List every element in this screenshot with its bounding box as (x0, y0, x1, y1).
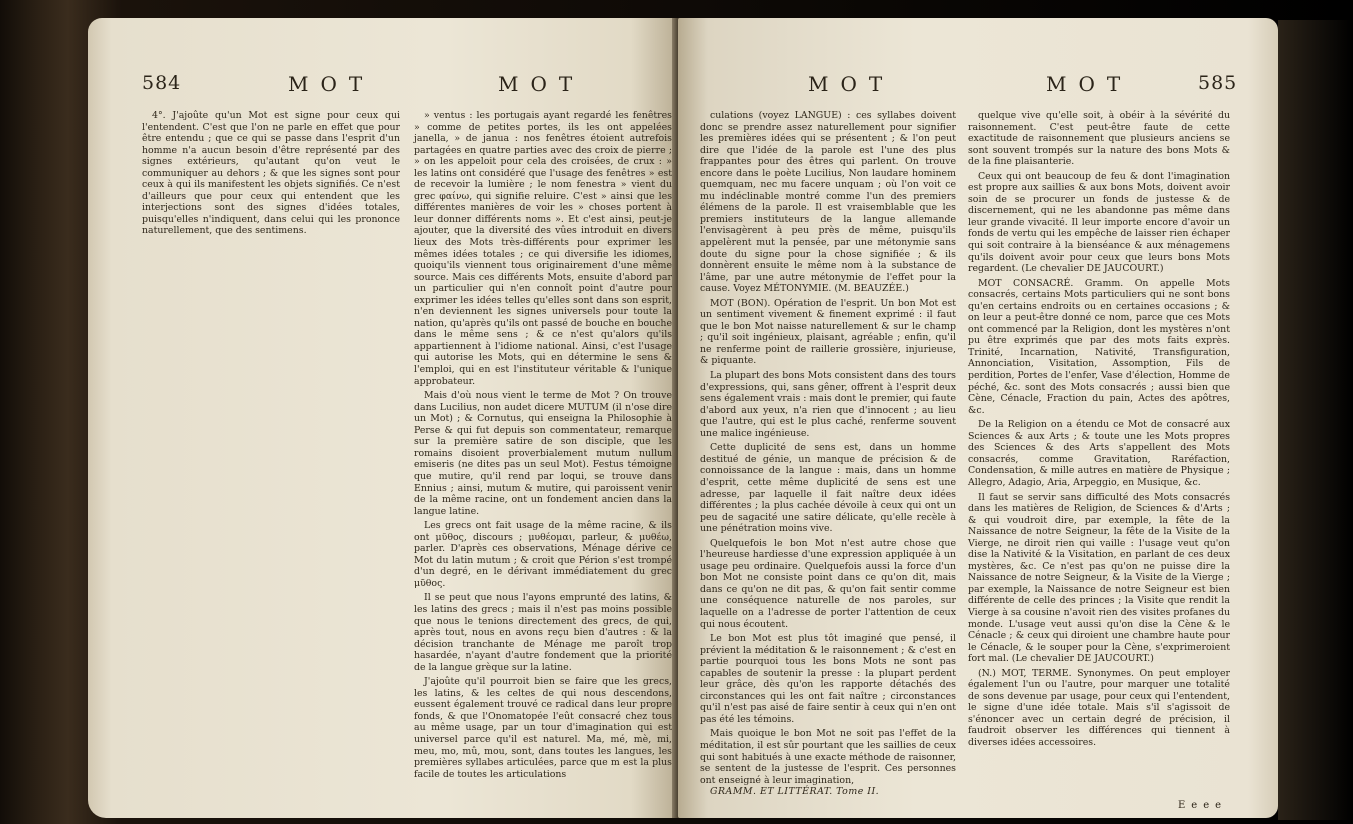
running-head-right-2: MOT (1046, 72, 1133, 96)
paragraph: quelque vive qu'elle soit, à obéir à la sévérité du raisonnement. C'est peut-être faute de cette exactitude de raisonnement que plusieurs anciens se sont souvent trompés sur la nature des bons Mots & de la fine plaisanterie. (968, 110, 1230, 168)
page-number-left: 584 (142, 72, 182, 94)
right-page (678, 18, 1278, 818)
paragraph: Il faut se servir sans difficulté des Mots consacrés dans les matières de Religion, de Sciences & d'Arts ; & qui voudroit dire, par exemple, la fête de la Naissance de notre Seigneur, la fête de la Visite de la Vierge, ne diroit rien qui vaille : l'usage veut qu'on dise la Nativité & la Visitation, en parlant de ces deux mystères, &c. Ce n'est pas qu'on ne puisse dire la Naissance de notre Seigneur, & la Visite de la Vierge ; par exemple, la Naissance de notre Seigneur est bien différente de celle des princes ; la Visite que rendit la Vierge à sa cousine n'avoit rien des visites profanes du monde. L'usage veut aussi qu'on dise la Cène & le Cénacle ; & ceux qui diroient une chambre haute pour le Cénacle, & le souper pour la Cène, s'exprimeroient fort mal. (Le chevalier DE JAUCOURT.) (968, 491, 1230, 665)
paragraph: Cette duplicité de sens est, dans un homme destitué de génie, un manque de précision & de connoissance de la langue : mais, dans un homme d'esprit, cette même duplicité de sens est une adresse, par laquelle il fait naître deux idées différentes ; la plus cachée dévoile à ceux qui ont un peu de sagacité une satire délicate, qu'elle recèle à une pénétration moins vive. (700, 442, 956, 535)
running-head-left-2: MOT (498, 72, 585, 96)
paragraph: La plupart des bons Mots consistent dans des tours d'expressions, qui, sans gêner, offrent à l'esprit deux sens également vrais : mais dont le premier, qui faute d'abord aux yeux, n'a rien que d'innocent ; au lieu que l'autre, qui est le plus caché, renferme souvent une malice ingénieuse. (700, 370, 956, 439)
paragraph: MOT CONSACRÉ. Gramm. On appelle Mots consacrés, certains Mots particuliers qui ne sont bons qu'en certains endroits ou en certaines occasions ; & on leur a peut-être donné ce nom, parce que ces Mots ont commencé par la Religion, dont les mystères n'ont pu être exprimés que par des mots faits exprès. Trinité, Incarnation, Nativité, Transfiguration, Annonciation, Visitation, Assomption, Fils de perdition, Portes de l'enfer, Vase d'élection, Homme de péché, &c. sont des Mots consacrés ; aussi bien que Cène, Cénacle, Fraction du pain, Actes des apôtres, &c. (968, 277, 1230, 416)
paragraph: Les grecs ont fait usage de la même racine, & ils ont μῦθος, discours ; μυθέομαι, parleur, & μυθέω, parler. D'après ces observations, Ménage dérive ce Mot du latin mutum ; & croit que Périon s'est trompé d'un degré, en le dérivant immédiatement du grec μῦθος. (414, 520, 672, 589)
left-page-column-1 (142, 110, 400, 814)
paragraph: 4°. J'ajoûte qu'un Mot est signe pour ceux qui l'entendent. C'est que l'on ne parle en effet que pour être entendu ; que ce qui se passe dans l'esprit d'un homme n'a aucun besoin d'être représenté par des signes extérieurs, qu'autant qu'on veut le communiquer au dehors ; & que les signes sont pour ceux à qui ils manifestent les objets signifiés. Ce n'est d'ailleurs que pour ceux qui entendent que les interjections sont des signes d'idées totales, puisqu'elles n'indiquent, dans celui qui les prononce naturellement, que des sentimens. (142, 110, 400, 237)
left-page (88, 18, 678, 818)
paragraph: Le bon Mot est plus tôt imaginé que pensé, il prévient la méditation & le raisonnement ; & c'est en partie pourquoi tous les bons Mots ne sont pas capables de soutenir la presse : la plupart perdent leur grâce, dès qu'on les rapporte détachés des circonstances qui les ont fait naître ; circonstances qu'il n'est pas aisé de faire sentir à ceux qui n'en ont pas été les témoins. (700, 633, 956, 725)
right-page-column-2 (968, 110, 1230, 814)
paragraph: Mais d'où nous vient le terme de Mot ? On trouve dans Lucilius, non audet dicere MUTUM (il n'ose dire un Mot) ; & Cornutus, qui enseigna la Philosophie à Perse & qui fut depuis son commentateur, remarque sur la première satire de son disciple, que les romains disoient proverbialement mutum nullum emiseris (ne dites pas un seul Mot). Festus témoigne que mutire, qu'il rend par loqui, se trouve dans Ennius ; ainsi, mutum & mutire, qui paroissent venir de la même racine, ont un fondement ancien dans la langue latine. (414, 390, 672, 517)
paragraph: J'ajoûte qu'il pourroit bien se faire que les grecs, les latins, & les celtes de qui nous descendons, eussent également trouvé ce radical dans leur propre fonds, & que l'Onomatopée l'eût consacré chez tous au même usage, par un tour d'imagination qui est universel parce qu'il est naturel. Ma, mé, mè, mi, meu, mo, mû, mou, sont, dans toutes les langues, les premières syllabes articulées, parce que m est la plus facile de toutes les articulations (414, 676, 672, 780)
paragraph: MOT (BON). Opération de l'esprit. Un bon Mot est un sentiment vivement & finement exprimé : il faut que le bon Mot naisse naturellement & sur le champ ; qu'il soit ingénieux, plaisant, agréable ; enfin, qu'il ne renferme point de raillerie grossière, injurieuse, & piquante. (700, 297, 956, 367)
left-page-column-2 (414, 110, 672, 814)
paragraph: De la Religion on a étendu ce Mot de consacré aux Sciences & aux Arts ; & toute une les Mots propres des Sciences & des Arts s'appellent des Mots consacrés, comme Gravitation, Raréfaction, Condensation, & mille autres en matière de Physique ; Allegro, Adagio, Aria, Arpeggio, en Musique, &c. (968, 419, 1230, 488)
paragraph: Quelquefois le bon Mot n'est autre chose que l'heureuse hardiesse d'une expression appliquée à un usage peu ordinaire. Quelquefois aussi la force d'un bon Mot ne consiste point dans ce qu'on dit, mais dans ce qu'on ne dit pas, & qu'on fait sentir comme une conséquence naturelle de nos paroles, sur laquelle on a l'adresse de porter l'attention de ceux qui nous écoutent. (700, 537, 956, 630)
left-page-header (88, 72, 678, 102)
paragraph: » ventus : les portugais ayant regardé les fenêtres » comme de petites portes, ils les ont appelées janella, » de janua : nos fenêtres étoient autrefois partagées en quatre parties avec des croix de pierre ; » on les appeloit pour cela des croisées, de crux : » les latins ont considéré que l'usage des fenêtres » est de recevoir la lumière ; le nom fenestra » vient du grec φαίνω, qui signifie reluire. C'est » ainsi que les différentes manières de voir les » choses portent à leur donner différents noms ». Et c'est ainsi, peut-je ajouter, que la diversité des vûes introduit en divers lieux des Mots très-différents pour exprimer les mêmes idées totales ; ce qui diversifie les idiomes, quoiqu'ils viennent tous originairement d'une même source. Mais ces différents Mots, ensuite d'abord par un particulier qui n'en connoît point d'autre pour exprimer les idées telles qu'elles sont dans son esprit, n'en deviennent les signes universels pour toute la nation, qu'après qu'ils ont passé de bouche en bouche dans le même sens ; & ce n'est qu'alors qu'ils appartiennent à l'idiome national. Ainsi, c'est l'usage qui autorise les Mots, qui en détermine le sens & l'emploi, qui en est l'instituteur véritable & l'unique approbateur. (414, 110, 672, 387)
running-head-right-1: MOT (808, 72, 895, 96)
page-number-right: 585 (1198, 72, 1238, 94)
signature-mark: Eeee (1178, 800, 1228, 811)
paragraph: (N.) MOT, TERME. Synonymes. On peut employer également l'un ou l'autre, pour marquer une totalité de sons devenue par usage, pour ceux qui l'entendent, le signe d'une idée totale. Mais s'il s'agissoit de s'énoncer avec un certain degré de précision, il faudroit observer les différences qui tiennent à diverses idées accessoires. (968, 667, 1230, 748)
book-edge (1278, 20, 1353, 820)
paragraph: culations (voyez LANGUE) : ces syllabes doivent donc se prendre assez naturellement pour signifier les premières idées qui se présentent ; & l'on peut dire que l'idée de la parole est l'une des plus frappantes pour des êtres qui parlent. On trouve encore dans le poète Lucilius, Non laudare hominem quemquam, nec mu facere unquam ; où l'on voit ce mu indéclinable montré comme l'un des premiers élémens de la parole. Il est vraisemblable que les premiers instituteurs de la langue allemande l'envisagèrent à peu près de même, puisqu'ils appelèrent mut la pensée, par une métonymie sans doute du signe pour la chose signifiée ; & ils donnèrent ensuite le même nom à la substance de l'âme, par une autre métonymie de l'effet pour la cause. Voyez MÉTONYMIE. (M. BEAUZÉE.) (700, 110, 956, 295)
running-head-left-1: MOT (288, 72, 375, 96)
paragraph: Mais quoique le bon Mot ne soit pas l'effet de la méditation, il est sûr pourtant que les saillies de ceux qui sont habitués à une exacte méthode de raisonner, se sentent de la justesse de l'esprit. Ces personnes ont enseigné à leur imagination, (700, 728, 956, 786)
paragraph: Il se peut que nous l'ayons emprunté des latins, & les latins des grecs ; mais il n'est pas moins possible que nous le tenions directement des grecs, de qui, après tout, nous en avons reçu bien d'autres : & la décision tranchante de Ménage me paroît trop hasardée, n'ayant d'autre fondement que la priorité de la langue grèque sur la latine. (414, 592, 672, 673)
paragraph: Ceux qui ont beaucoup de feu & dont l'imagination est propre aux saillies & aux bons Mots, doivent avoir soin de se procurer un fonds de justesse & de discernement, qui ne les abandonne pas même dans leur grande vivacité. Il leur importe encore d'avoir un fonds de vertu qui les empêche de laisser rien échaper qui soit contraire à la bienséance & aux ménagemens qu'ils doivent avoir pour ceux que leurs bons Mots regardent. (Le chevalier DE JAUCOURT.) (968, 170, 1230, 275)
page-footer: GRAMM. ET LITTÉRAT. Tome II. (710, 786, 880, 798)
right-page-column-1 (700, 110, 956, 814)
right-page-header (678, 72, 1278, 102)
